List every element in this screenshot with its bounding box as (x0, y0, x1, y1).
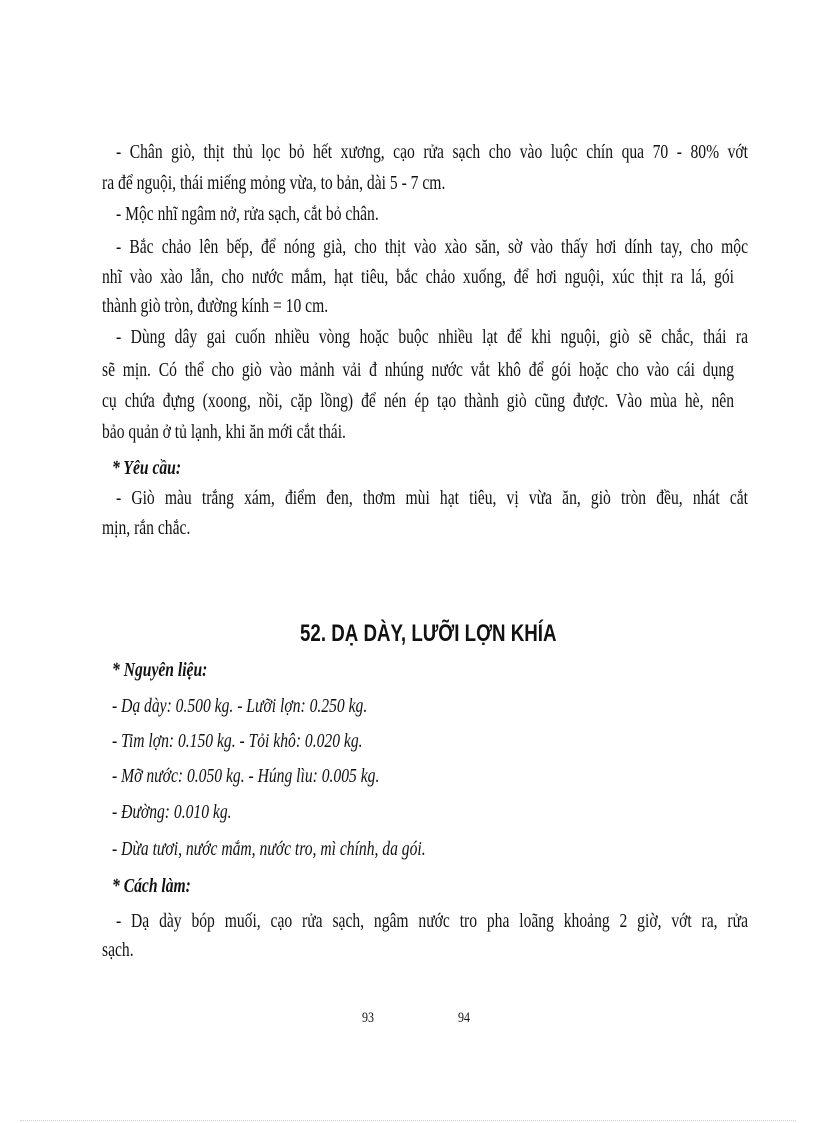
paragraph-line: cụ chứa đựng (xoong, nồi, cặp lồng) để nén ép tạo thành giò cũng được. Vào mùa hè, nên (102, 391, 734, 412)
ingredients-title: * Nguyên liệu: (112, 660, 208, 681)
paragraph-line: - Dùng dây gai cuốn nhiều vòng hoặc buộc nhiều lạt để khi nguội, giò sẽ chắc, thái ra (116, 327, 748, 348)
paragraph-line: - Bắc chảo lên bếp, để nóng già, cho thịt vào xào săn, sờ vào thấy hơi dính tay, cho mộc (116, 237, 748, 258)
paragraph-line: nhĩ vào xào lẫn, cho nước mắm, hạt tiêu, bắc chảo xuống, để hơi nguội, xúc thịt ra lá, gói (102, 267, 734, 288)
ingredient-line: - Đường: 0.010 kg. (112, 802, 232, 823)
paragraph-line: thành giò tròn, đường kính = 10 cm. (102, 296, 329, 317)
paragraph-line: sạch. (102, 940, 134, 961)
page-number-left: 93 (362, 1010, 374, 1026)
paragraph-line: bảo quản ở tủ lạnh, khi ăn mới cắt thái. (102, 422, 346, 443)
paragraph-line: - Mộc nhĩ ngâm nở, rửa sạch, cắt bỏ chân. (116, 204, 379, 225)
ingredient-line: - Tim lợn: 0.150 kg. - Tỏi khô: 0.020 kg. (112, 731, 363, 752)
section-heading: 52. DẠ DÀY, LƯỠI LỢN KHÍA (300, 620, 557, 647)
ingredient-line: - Dừa tươi, nước mắm, nước tro, mì chính, da gói. (112, 839, 426, 860)
paragraph-line: - Dạ dày bóp muối, cạo rửa sạch, ngâm nước tro pha loãng khoảng 2 giờ, vớt ra, rửa (116, 911, 748, 932)
paragraph-line: - Giò màu trắng xám, điểm đen, thơm mùi hạt tiêu, vị vừa ăn, giò tròn đều, nhát cắt (116, 488, 748, 509)
paragraph-line: - Chân giò, thịt thủ lọc bỏ hết xương, cạo rửa sạch cho vào luộc chín qua 70 - 80% vớt (116, 142, 748, 163)
paragraph-line: sẽ mịn. Có thể cho giò vào mảnh vải đ nhúng nước vắt khô để gói hoặc cho vào cái dụng (102, 360, 734, 381)
paragraph-line: mịn, rắn chắc. (102, 518, 191, 539)
page-number-right: 94 (458, 1010, 470, 1026)
ingredient-line: - Mỡ nước: 0.050 kg. - Húng lìu: 0.005 kg. (112, 766, 380, 787)
paragraph-line: ra để nguội, thái miếng mỏng vừa, to bản, dài 5 - 7 cm. (102, 173, 446, 194)
bottom-dotted-border (20, 1120, 796, 1121)
requirements-title: * Yêu cầu: (112, 458, 182, 479)
method-title: * Cách làm: (112, 876, 191, 897)
ingredient-line: - Dạ dày: 0.500 kg. - Lưỡi lợn: 0.250 kg. (112, 696, 368, 717)
